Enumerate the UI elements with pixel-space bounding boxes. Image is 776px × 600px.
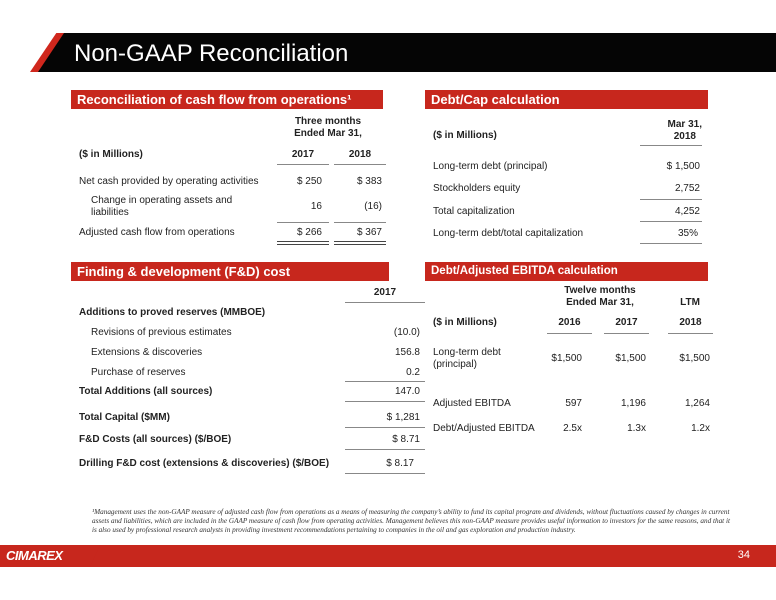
fd-rule bbox=[345, 427, 425, 428]
debtcap-row-label: Stockholders equity bbox=[433, 183, 521, 194]
debtcap-row-label: Long-term debt (principal) bbox=[433, 161, 548, 172]
ebitda-col-rule bbox=[668, 333, 713, 334]
cashflow-row-label: Net cash provided by operating activities bbox=[79, 176, 259, 187]
ebitda-row-value: 1,264 bbox=[684, 398, 710, 409]
debtcap-heading: Debt/Cap calculation bbox=[425, 90, 708, 109]
cashflow-heading: Reconciliation of cash flow from operations¹ bbox=[71, 90, 383, 109]
fd-row-label: Purchase of reserves bbox=[91, 367, 186, 378]
cashflow-row-value: $ 266 bbox=[296, 227, 322, 238]
debtcap-row-value: 35% bbox=[677, 228, 698, 239]
page-number: 34 bbox=[737, 549, 750, 561]
debtcap-row-label: Total capitalization bbox=[433, 206, 515, 217]
fd-row-value: $ 8.71 bbox=[392, 434, 420, 445]
fd-row-value: 156.8 bbox=[394, 347, 420, 358]
fd-rule bbox=[345, 401, 425, 402]
cashflow-col-rule bbox=[334, 164, 386, 165]
debtcap-col-header-1: Mar 31, bbox=[667, 119, 702, 130]
fd-row-label: F&D Costs (all sources) ($/BOE) bbox=[79, 434, 232, 445]
debtcap-row-value: 2,752 bbox=[674, 183, 700, 194]
fd-row-value: $ 1,281 bbox=[386, 412, 420, 423]
ebitda-row-value: 2.5x bbox=[563, 423, 582, 434]
debtcap-col-header-2: 2018 bbox=[673, 131, 696, 142]
fd-row-label: Extensions & discoveries bbox=[91, 347, 203, 358]
cashflow-col-2017: 2017 bbox=[291, 149, 315, 160]
cashflow-row-value: 16 bbox=[310, 201, 322, 212]
cashflow-period-header-2: Ended Mar 31, bbox=[294, 128, 362, 139]
cashflow-total-double-rule bbox=[334, 241, 386, 245]
debtcap-col-rule bbox=[640, 145, 702, 146]
ebitda-row-label: Long-term debt bbox=[433, 347, 501, 358]
fd-row-label: Drilling F&D cost (extensions & discoveries) ($/BOE) bbox=[79, 458, 330, 469]
footnote: ¹Management uses the non-GAAP measure of adjusted cash flow from operations as a means of measuring the company’s ability to fund its capital program and dividends, without fluctuations caused by changes in current assets and liabilities, which are included in the GAAP measure of cash flow from operating activities. Management believes this non-GAAP measure provides useful information to investors for the same reasons, and that it is also used by professional research analysts in providing investment recommendations pertaining to companies in the oil and gas exploration and production industry. bbox=[92, 508, 730, 534]
ebitda-row-value: 1.3x bbox=[627, 423, 646, 434]
cashflow-row-label: Change in operating assets and bbox=[91, 195, 233, 206]
ebitda-row-value: 597 bbox=[565, 398, 582, 409]
ebitda-col-rule bbox=[604, 333, 649, 334]
debtcap-row-value: 4,252 bbox=[674, 206, 700, 217]
fd-bottom-rule bbox=[345, 473, 425, 474]
cashflow-subtotal-rule bbox=[334, 222, 386, 223]
cashflow-row-label-cont: liabilities bbox=[91, 207, 129, 218]
debtcap-bottom-rule bbox=[640, 243, 702, 244]
ebitda-ltm-header: LTM bbox=[680, 297, 700, 308]
logo-slant bbox=[90, 545, 100, 567]
fd-col-2017: 2017 bbox=[373, 287, 397, 298]
cashflow-unit-label: ($ in Millions) bbox=[79, 149, 143, 160]
cashflow-row-value: $ 250 bbox=[296, 176, 322, 187]
ebitda-row-value: 1.2x bbox=[691, 423, 710, 434]
fd-row-label: Total Capital ($MM) bbox=[79, 412, 170, 423]
footer-bar bbox=[96, 545, 776, 567]
fd-heading: Finding & development (F&D) cost bbox=[71, 262, 389, 281]
cashflow-row-value: $ 367 bbox=[356, 227, 382, 238]
ebitda-row-label-cont: (principal) bbox=[433, 359, 477, 370]
debtcap-subtotal-rule bbox=[640, 199, 702, 200]
ebitda-row-value: $1,500 bbox=[615, 353, 646, 364]
debtcap-row-value: $ 1,500 bbox=[666, 161, 700, 172]
ebitda-row-label: Adjusted EBITDA bbox=[433, 398, 511, 409]
ebitda-row-value: $1,500 bbox=[551, 353, 582, 364]
cashflow-row-value: $ 383 bbox=[356, 176, 382, 187]
fd-col-rule bbox=[345, 302, 425, 303]
ebitda-period-header-2: Ended Mar 31, bbox=[566, 297, 634, 308]
fd-row-value: 0.2 bbox=[406, 367, 420, 378]
fd-subtotal-rule bbox=[345, 381, 425, 382]
ebitda-col-2016: 2016 bbox=[558, 317, 581, 328]
fd-row-label: Revisions of previous estimates bbox=[91, 327, 232, 338]
cashflow-row-value: (16) bbox=[364, 201, 382, 212]
ebitda-row-value: $1,500 bbox=[679, 353, 710, 364]
fd-row-value: 147.0 bbox=[394, 386, 420, 397]
ebitda-col-rule bbox=[547, 333, 592, 334]
ebitda-col-2018: 2018 bbox=[679, 317, 702, 328]
cashflow-col-2018: 2018 bbox=[348, 149, 372, 160]
ebitda-period-header-1: Twelve months bbox=[564, 285, 636, 296]
fd-row-label: Total Additions (all sources) bbox=[79, 386, 213, 397]
ebitda-row-value: 1,196 bbox=[620, 398, 646, 409]
ebitda-col-2017: 2017 bbox=[615, 317, 638, 328]
company-logo: CIMAREX bbox=[0, 545, 96, 567]
ebitda-row-label: Debt/Adjusted EBITDA bbox=[433, 423, 535, 434]
fd-row-value: $ 8.17 bbox=[386, 458, 414, 469]
cashflow-total-double-rule bbox=[277, 241, 329, 245]
cashflow-row-label: Adjusted cash flow from operations bbox=[79, 227, 235, 238]
title-bar-wedge bbox=[38, 33, 64, 72]
ebitda-unit-label: ($ in Millions) bbox=[433, 317, 497, 328]
cashflow-period-header-1: Three months bbox=[294, 116, 362, 127]
page-title: Non-GAAP Reconciliation bbox=[74, 40, 349, 67]
cashflow-col-rule bbox=[277, 164, 329, 165]
debtcap-row-label: Long-term debt/total capitalization bbox=[433, 228, 584, 239]
fd-additions-label: Additions to proved reserves (MMBOE) bbox=[79, 307, 266, 318]
ebitda-heading: Debt/Adjusted EBITDA calculation bbox=[425, 262, 708, 281]
fd-rule bbox=[345, 449, 425, 450]
debtcap-unit-label: ($ in Millions) bbox=[433, 130, 497, 141]
debtcap-total-rule bbox=[640, 221, 702, 222]
fd-row-value: (10.0) bbox=[393, 327, 420, 338]
cashflow-subtotal-rule bbox=[277, 222, 329, 223]
